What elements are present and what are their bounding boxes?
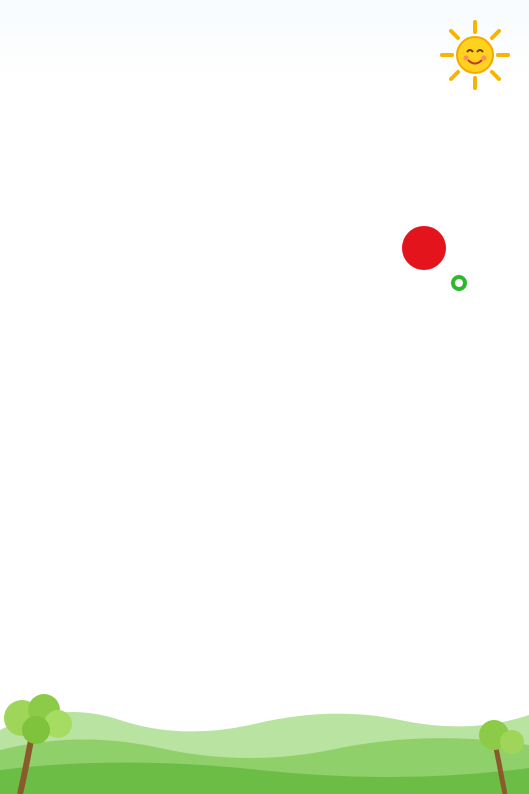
sun-illustration <box>440 20 510 90</box>
qr-code-graphic <box>374 198 474 298</box>
landscape-footer-illustration <box>0 690 529 794</box>
qa-content <box>60 194 474 298</box>
qr-code[interactable] <box>374 198 474 298</box>
